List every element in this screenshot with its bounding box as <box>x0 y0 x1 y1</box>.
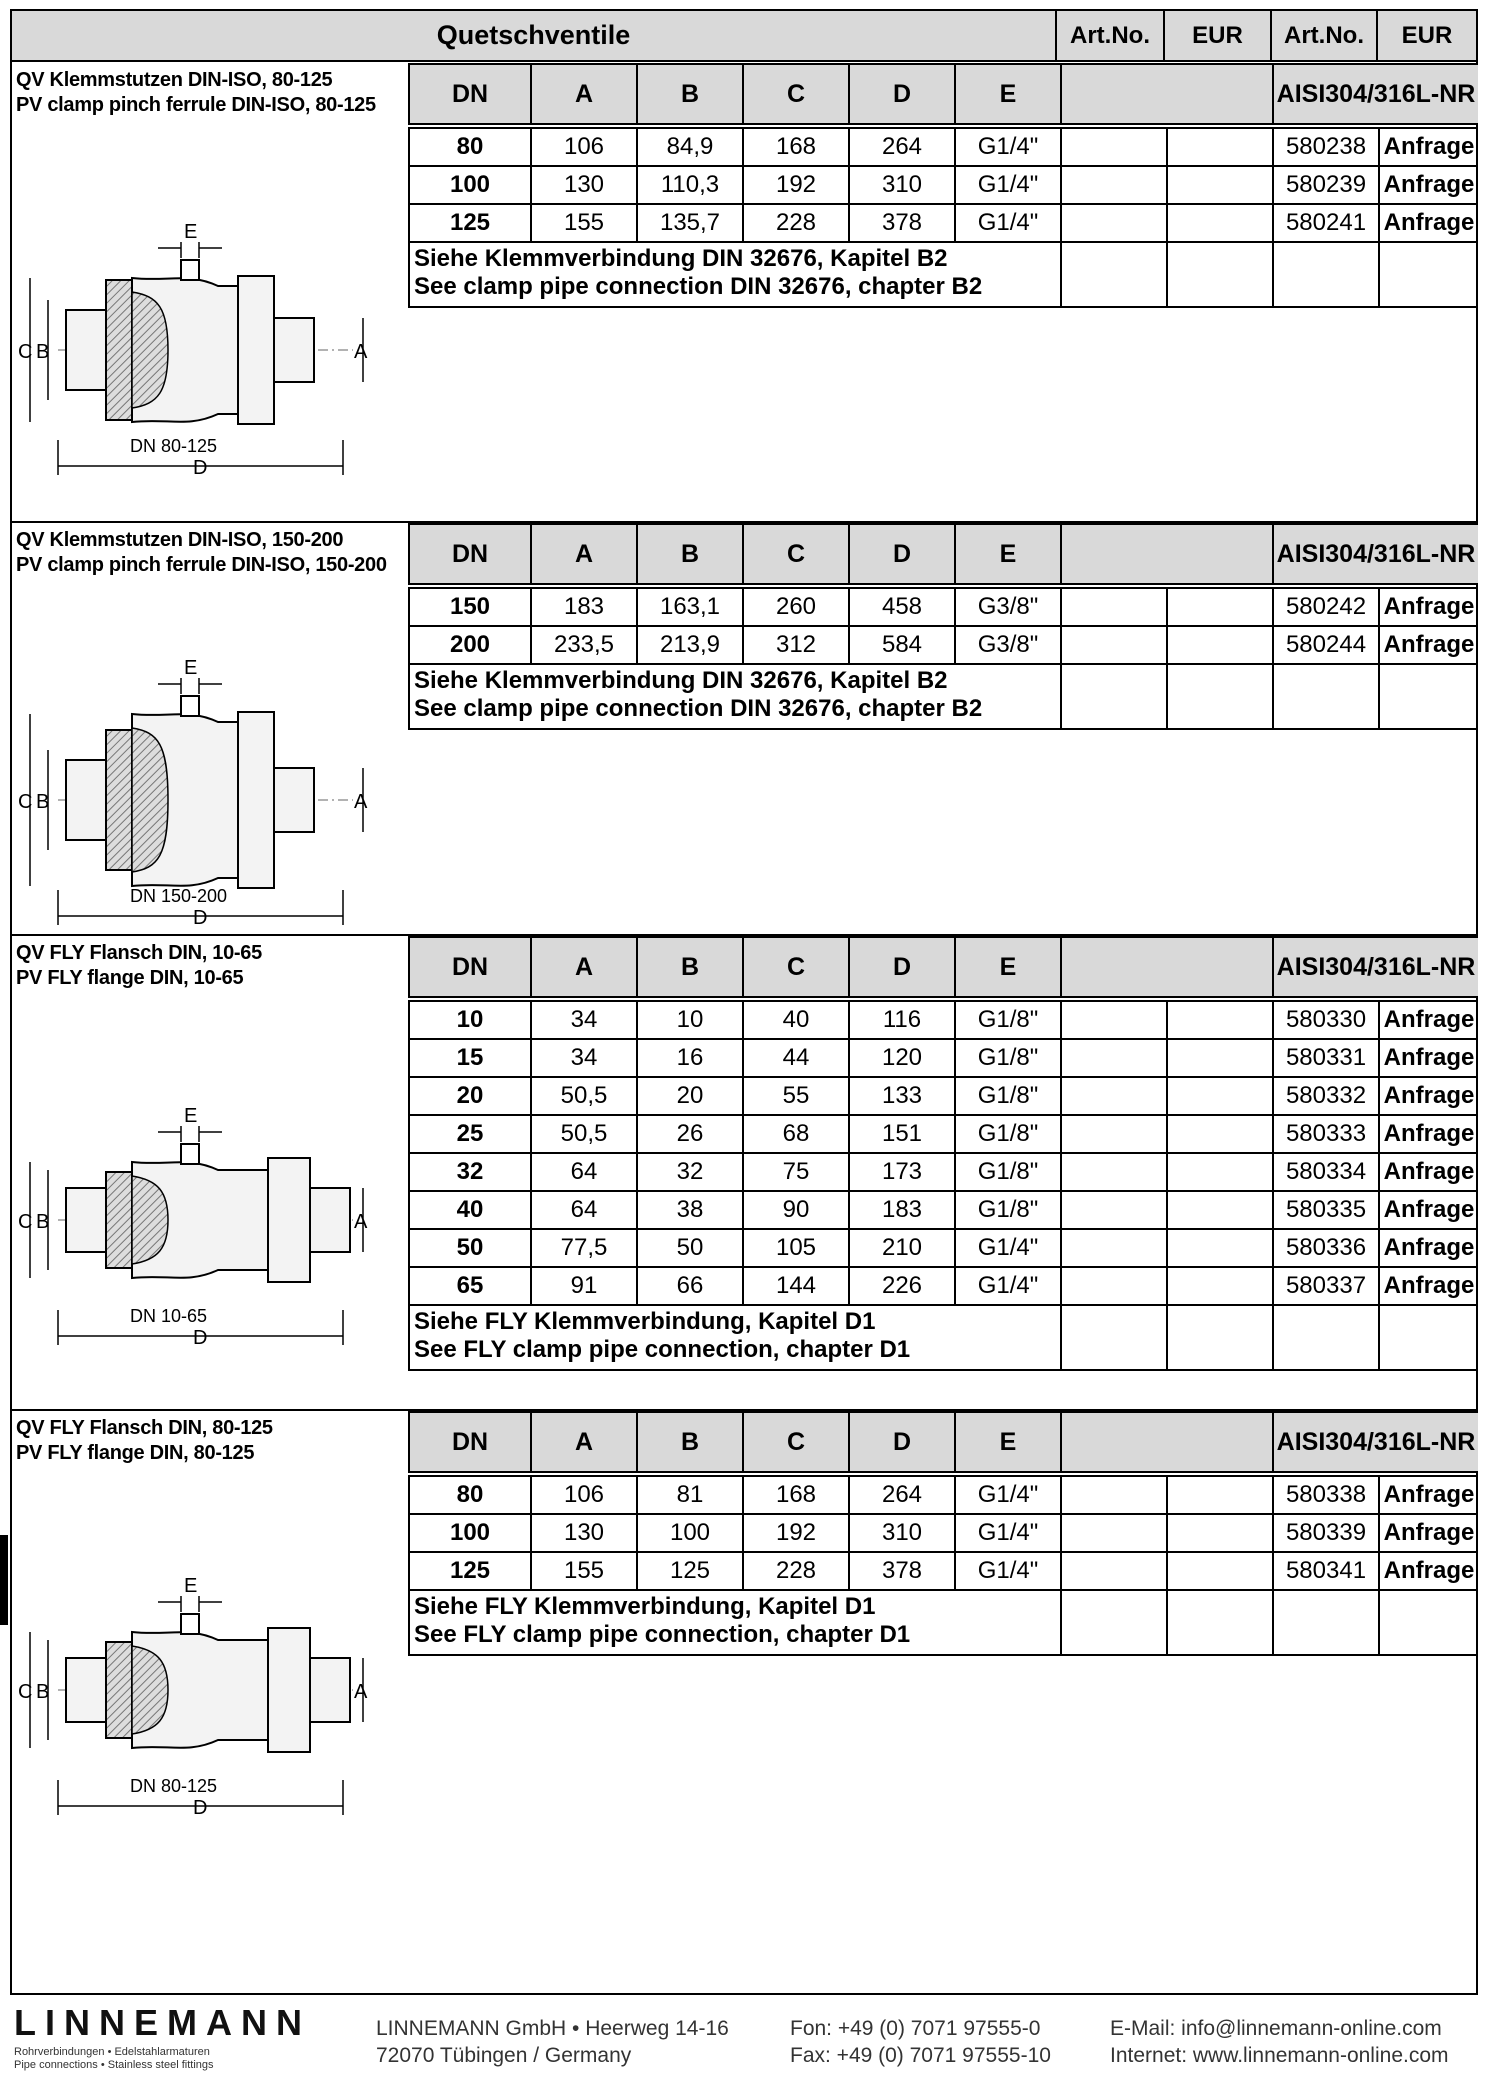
artno-cell <box>1060 1152 1168 1192</box>
dim-cell: 310 <box>848 165 956 205</box>
artno-cell: 580335 <box>1272 1190 1380 1230</box>
empty-cell <box>1378 1304 1478 1371</box>
column-header-c: C <box>742 936 850 998</box>
artno-cell <box>1060 203 1168 243</box>
dim-cell: 310 <box>848 1513 956 1553</box>
valve-drawing <box>18 1100 378 1360</box>
page-title: Quetschventile <box>12 11 1057 62</box>
empty-cell <box>1272 1589 1380 1656</box>
dim-cell: 168 <box>742 127 850 167</box>
artno-cell: 580337 <box>1272 1266 1380 1306</box>
artno-cell <box>1060 1475 1168 1515</box>
label-d: D <box>193 1327 208 1349</box>
column-header-d: D <box>848 936 956 998</box>
dim-cell: 264 <box>848 127 956 167</box>
price-cell <box>1166 203 1274 243</box>
empty-cell <box>1060 663 1168 730</box>
dim-cell: 81 <box>636 1475 744 1515</box>
dim-cell: G1/4" <box>954 127 1062 167</box>
price-request-cell[interactable]: Anfrage <box>1378 1513 1478 1553</box>
label-d: D <box>193 907 208 929</box>
label-c: C <box>18 341 33 363</box>
dn-cell: 65 <box>408 1266 532 1306</box>
dn-cell: 40 <box>408 1190 532 1230</box>
price-cell <box>1166 165 1274 205</box>
dim-cell: G1/4" <box>954 1513 1062 1553</box>
artno-cell: 580330 <box>1272 1000 1380 1040</box>
column-header-e: E <box>954 936 1062 998</box>
label-a: A <box>354 1211 368 1233</box>
dim-cell: G1/4" <box>954 1551 1062 1591</box>
artno-cell: 580339 <box>1272 1513 1380 1553</box>
title-de: QV FLY Flansch DIN, 10-65 <box>16 942 262 964</box>
price-cell <box>1166 1114 1274 1154</box>
note-de: Siehe Klemmverbindung DIN 32676, Kapitel B2 <box>414 245 948 272</box>
empty-cell <box>1060 1304 1168 1371</box>
empty-cell <box>1378 1589 1478 1656</box>
artno-cell <box>1060 587 1168 627</box>
dim-cell: 106 <box>530 127 638 167</box>
price-cell <box>1166 1475 1274 1515</box>
website-link[interactable]: Internet: www.linnemann-online.com <box>1110 2044 1449 2067</box>
drawing-size-label: DN 80-125 <box>130 436 218 456</box>
artno-cell: 580338 <box>1272 1475 1380 1515</box>
title-de: QV FLY Flansch DIN, 80-125 <box>16 1417 273 1439</box>
tagline-line-2: Pipe connections • Stainless steel fittings <box>14 2059 214 2071</box>
column-header-c: C <box>742 1411 850 1473</box>
dim-cell: 233,5 <box>530 625 638 665</box>
dn-cell: 150 <box>408 587 532 627</box>
empty-cell <box>1166 1589 1274 1656</box>
column-header-b: B <box>636 523 744 585</box>
dim-cell: 135,7 <box>636 203 744 243</box>
address-block <box>376 2015 729 2069</box>
dim-cell: G1/8" <box>954 1076 1062 1116</box>
drawing-size-label: DN 80-125 <box>130 1776 218 1796</box>
column-header-b: B <box>636 936 744 998</box>
dim-cell: 228 <box>742 1551 850 1591</box>
label-e: E <box>184 221 198 243</box>
artno-cell: 580244 <box>1272 625 1380 665</box>
price-request-cell[interactable]: Anfrage <box>1378 1000 1478 1040</box>
column-header-blank <box>1060 936 1274 998</box>
label-c: C <box>18 1211 33 1233</box>
dim-cell: 40 <box>742 1000 850 1040</box>
artno-cell <box>1060 1038 1168 1078</box>
dim-cell: 312 <box>742 625 850 665</box>
column-header-blank <box>1060 63 1274 125</box>
valve-drawing <box>18 221 378 490</box>
dim-cell: 105 <box>742 1228 850 1268</box>
artno-cell <box>1060 1076 1168 1116</box>
address-line-1: LINNEMANN GmbH • Heerweg 14-16 <box>376 2017 729 2040</box>
column-header-e: E <box>954 523 1062 585</box>
dim-cell: 100 <box>636 1513 744 1553</box>
dim-cell: 264 <box>848 1475 956 1515</box>
artno-cell <box>1060 1551 1168 1591</box>
phone-block <box>790 2015 1051 2069</box>
price-cell <box>1166 1076 1274 1116</box>
note-de: Siehe FLY Klemmverbindung, Kapitel D1 <box>414 1593 876 1620</box>
price-request-cell[interactable]: Anfrage <box>1378 127 1478 167</box>
label-b: B <box>36 1681 50 1703</box>
price-cell <box>1166 127 1274 167</box>
title-de: QV Klemmstutzen DIN-ISO, 150-200 <box>16 529 344 551</box>
dim-cell: 91 <box>530 1266 638 1306</box>
empty-cell <box>1060 1589 1168 1656</box>
price-request-cell[interactable]: Anfrage <box>1378 587 1478 627</box>
artno-cell <box>1060 127 1168 167</box>
dim-cell: G1/4" <box>954 1228 1062 1268</box>
label-d: D <box>193 1797 208 1819</box>
dn-cell: 100 <box>408 1513 532 1553</box>
dim-cell: 192 <box>742 165 850 205</box>
label-a: A <box>354 1681 368 1703</box>
column-header-e: E <box>954 63 1062 125</box>
reference-note <box>408 1304 1062 1371</box>
dim-cell: 458 <box>848 587 956 627</box>
price-request-cell[interactable]: Anfrage <box>1378 1152 1478 1192</box>
price-cell <box>1166 587 1274 627</box>
column-header-blank <box>1060 1411 1274 1473</box>
dim-cell: 125 <box>636 1551 744 1591</box>
artno-cell: 580331 <box>1272 1038 1380 1078</box>
column-header-a: A <box>530 936 638 998</box>
dim-cell: 584 <box>848 625 956 665</box>
column-header-b: B <box>636 63 744 125</box>
column-header-a: A <box>530 523 638 585</box>
dim-cell: 50 <box>636 1228 744 1268</box>
price-request-cell[interactable]: Anfrage <box>1378 1076 1478 1116</box>
note-de: Siehe FLY Klemmverbindung, Kapitel D1 <box>414 1308 876 1335</box>
price-request-cell[interactable]: Anfrage <box>1378 1475 1478 1515</box>
empty-cell <box>1272 663 1380 730</box>
header-eur-1: EUR <box>1165 11 1272 62</box>
artno-cell <box>1060 625 1168 665</box>
dim-cell: 116 <box>848 1000 956 1040</box>
artno-cell: 580332 <box>1272 1076 1380 1116</box>
dim-cell: 226 <box>848 1266 956 1306</box>
dim-cell: 90 <box>742 1190 850 1230</box>
label-c: C <box>18 1681 33 1703</box>
empty-cell <box>1378 241 1478 308</box>
dim-cell: G1/8" <box>954 1000 1062 1040</box>
dim-cell: 110,3 <box>636 165 744 205</box>
dim-cell: 183 <box>530 587 638 627</box>
dn-cell: 25 <box>408 1114 532 1154</box>
artno-cell: 580239 <box>1272 165 1380 205</box>
valve-drawing <box>18 657 378 940</box>
dn-cell: 32 <box>408 1152 532 1192</box>
price-request-cell[interactable]: Anfrage <box>1378 1038 1478 1078</box>
dim-cell: 66 <box>636 1266 744 1306</box>
dim-cell: 75 <box>742 1152 850 1192</box>
dim-cell: 32 <box>636 1152 744 1192</box>
label-a: A <box>354 791 368 813</box>
contact-block <box>1110 2015 1449 2069</box>
column-header-blank <box>1060 523 1274 585</box>
fax-number: Fax: +49 (0) 7071 97555-10 <box>790 2044 1051 2067</box>
dim-cell: 130 <box>530 165 638 205</box>
column-header-dn: DN <box>408 936 532 998</box>
dim-cell: 228 <box>742 203 850 243</box>
dim-cell: G1/4" <box>954 203 1062 243</box>
price-cell <box>1166 625 1274 665</box>
dim-cell: 77,5 <box>530 1228 638 1268</box>
artno-cell <box>1060 1190 1168 1230</box>
dim-cell: 120 <box>848 1038 956 1078</box>
price-cell <box>1166 1152 1274 1192</box>
column-header-c: C <box>742 63 850 125</box>
material-header: AISI304/316L-NR <box>1272 63 1478 125</box>
dim-cell: 20 <box>636 1076 744 1116</box>
dim-cell: 163,1 <box>636 587 744 627</box>
email-link[interactable]: E-Mail: info@linnemann-online.com <box>1110 2017 1442 2040</box>
company-logo: LINNEMANN <box>14 2002 311 2043</box>
dim-cell: 106 <box>530 1475 638 1515</box>
material-header: AISI304/316L-NR <box>1272 523 1478 585</box>
header-artno-2: Art.No. <box>1272 11 1378 62</box>
section-title <box>16 1416 273 1466</box>
chapter-marker <box>0 1535 8 1625</box>
dim-cell: 26 <box>636 1114 744 1154</box>
drawing-size-label: DN 150-200 <box>130 886 228 906</box>
empty-cell <box>1166 663 1274 730</box>
empty-cell <box>1272 1304 1380 1371</box>
dn-cell: 125 <box>408 1551 532 1591</box>
label-a: A <box>354 341 368 363</box>
dn-cell: 200 <box>408 625 532 665</box>
artno-cell: 580242 <box>1272 587 1380 627</box>
price-cell <box>1166 1266 1274 1306</box>
artno-cell: 580333 <box>1272 1114 1380 1154</box>
label-e: E <box>184 657 198 679</box>
dim-cell: 155 <box>530 1551 638 1591</box>
dim-cell: 183 <box>848 1190 956 1230</box>
empty-cell <box>1166 241 1274 308</box>
artno-cell <box>1060 1114 1168 1154</box>
price-cell <box>1166 1000 1274 1040</box>
dn-cell: 20 <box>408 1076 532 1116</box>
empty-cell <box>1272 241 1380 308</box>
dim-cell: 84,9 <box>636 127 744 167</box>
logo-tagline <box>14 2046 214 2072</box>
dim-cell: 64 <box>530 1190 638 1230</box>
dim-cell: 378 <box>848 203 956 243</box>
address-line-2: 72070 Tübingen / Germany <box>376 2044 632 2067</box>
price-request-cell[interactable]: Anfrage <box>1378 165 1478 205</box>
artno-cell: 580341 <box>1272 1551 1380 1591</box>
dn-cell: 80 <box>408 1475 532 1515</box>
column-header-a: A <box>530 63 638 125</box>
dim-cell: 50,5 <box>530 1076 638 1116</box>
dn-cell: 80 <box>408 127 532 167</box>
dim-cell: G1/4" <box>954 165 1062 205</box>
dim-cell: 50,5 <box>530 1114 638 1154</box>
price-cell <box>1166 1513 1274 1553</box>
column-header-d: D <box>848 63 956 125</box>
dim-cell: 133 <box>848 1076 956 1116</box>
price-request-cell[interactable]: Anfrage <box>1378 1190 1478 1230</box>
drawing-size-label: DN 10-65 <box>130 1306 208 1326</box>
reference-note <box>408 1589 1062 1656</box>
dim-cell: G1/4" <box>954 1266 1062 1306</box>
artno-cell: 580238 <box>1272 127 1380 167</box>
dim-cell: 34 <box>530 1000 638 1040</box>
column-header-a: A <box>530 1411 638 1473</box>
dim-cell: 44 <box>742 1038 850 1078</box>
note-en: See FLY clamp pipe connection, chapter D1 <box>414 1336 911 1363</box>
dim-cell: G3/8" <box>954 625 1062 665</box>
dn-cell: 125 <box>408 203 532 243</box>
dn-cell: 50 <box>408 1228 532 1268</box>
label-c: C <box>18 791 33 813</box>
header-eur-2: EUR <box>1378 11 1476 62</box>
artno-cell: 580241 <box>1272 203 1380 243</box>
label-b: B <box>36 791 50 813</box>
dim-cell: 34 <box>530 1038 638 1078</box>
note-en: See clamp pipe connection DIN 32676, chapter B2 <box>414 695 983 722</box>
artno-cell <box>1060 1228 1168 1268</box>
dim-cell: G1/8" <box>954 1114 1062 1154</box>
dim-cell: 68 <box>742 1114 850 1154</box>
price-request-cell[interactable]: Anfrage <box>1378 1551 1478 1591</box>
dn-cell: 100 <box>408 165 532 205</box>
dim-cell: 151 <box>848 1114 956 1154</box>
title-en: PV clamp pinch ferrule DIN-ISO, 80-125 <box>16 94 376 116</box>
column-header-dn: DN <box>408 63 532 125</box>
reference-note <box>408 241 1062 308</box>
footer-divider <box>10 1993 1478 1995</box>
note-en: See clamp pipe connection DIN 32676, chapter B2 <box>414 273 983 300</box>
column-header-dn: DN <box>408 1411 532 1473</box>
price-cell <box>1166 1038 1274 1078</box>
column-header-b: B <box>636 1411 744 1473</box>
price-cell <box>1166 1228 1274 1268</box>
artno-cell <box>1060 1000 1168 1040</box>
column-header-c: C <box>742 523 850 585</box>
title-de: QV Klemmstutzen DIN-ISO, 80-125 <box>16 69 333 91</box>
valve-drawing <box>18 1570 378 1830</box>
material-header: AISI304/316L-NR <box>1272 1411 1478 1473</box>
dim-cell: 213,9 <box>636 625 744 665</box>
dim-cell: 168 <box>742 1475 850 1515</box>
artno-cell <box>1060 165 1168 205</box>
column-header-dn: DN <box>408 523 532 585</box>
label-e: E <box>184 1575 198 1597</box>
artno-cell <box>1060 1513 1168 1553</box>
dim-cell: G1/8" <box>954 1152 1062 1192</box>
dim-cell: 260 <box>742 587 850 627</box>
header-artno-1: Art.No. <box>1057 11 1165 62</box>
dim-cell: 192 <box>742 1513 850 1553</box>
price-request-cell[interactable]: Anfrage <box>1378 625 1478 665</box>
column-header-d: D <box>848 1411 956 1473</box>
title-en: PV clamp pinch ferrule DIN-ISO, 150-200 <box>16 554 387 576</box>
reference-note <box>408 663 1062 730</box>
dim-cell: 55 <box>742 1076 850 1116</box>
dim-cell: 173 <box>848 1152 956 1192</box>
dn-cell: 10 <box>408 1000 532 1040</box>
section-title <box>16 68 376 118</box>
note-de: Siehe Klemmverbindung DIN 32676, Kapitel B2 <box>414 667 948 694</box>
dim-cell: G1/4" <box>954 1475 1062 1515</box>
dim-cell: 210 <box>848 1228 956 1268</box>
price-cell <box>1166 1190 1274 1230</box>
price-request-cell[interactable]: Anfrage <box>1378 1228 1478 1268</box>
title-en: PV FLY flange DIN, 10-65 <box>16 967 244 989</box>
tagline-line-1: Rohrverbindungen • Edelstahlarmaturen <box>14 2046 210 2058</box>
dim-cell: 64 <box>530 1152 638 1192</box>
dim-cell: 378 <box>848 1551 956 1591</box>
title-en: PV FLY flange DIN, 80-125 <box>16 1442 255 1464</box>
price-request-cell[interactable]: Anfrage <box>1378 1114 1478 1154</box>
artno-cell <box>1060 1266 1168 1306</box>
empty-cell <box>1378 663 1478 730</box>
price-request-cell[interactable]: Anfrage <box>1378 1266 1478 1306</box>
label-b: B <box>36 341 50 363</box>
dim-cell: 155 <box>530 203 638 243</box>
empty-cell <box>1166 1304 1274 1371</box>
dim-cell: 130 <box>530 1513 638 1553</box>
artno-cell: 580336 <box>1272 1228 1380 1268</box>
dim-cell: 10 <box>636 1000 744 1040</box>
dim-cell: G3/8" <box>954 587 1062 627</box>
empty-cell <box>1060 241 1168 308</box>
label-e: E <box>184 1105 198 1127</box>
phone-number: Fon: +49 (0) 7071 97555-0 <box>790 2017 1041 2040</box>
dim-cell: G1/8" <box>954 1038 1062 1078</box>
dim-cell: G1/8" <box>954 1190 1062 1230</box>
artno-cell: 580334 <box>1272 1152 1380 1192</box>
price-request-cell[interactable]: Anfrage <box>1378 203 1478 243</box>
label-d: D <box>193 457 208 479</box>
column-header-d: D <box>848 523 956 585</box>
note-en: See FLY clamp pipe connection, chapter D1 <box>414 1621 911 1648</box>
column-header-e: E <box>954 1411 1062 1473</box>
section-title <box>16 941 262 991</box>
price-cell <box>1166 1551 1274 1591</box>
section-title <box>16 528 387 578</box>
dn-cell: 15 <box>408 1038 532 1078</box>
dim-cell: 144 <box>742 1266 850 1306</box>
label-b: B <box>36 1211 50 1233</box>
material-header: AISI304/316L-NR <box>1272 936 1478 998</box>
dim-cell: 38 <box>636 1190 744 1230</box>
dim-cell: 16 <box>636 1038 744 1078</box>
